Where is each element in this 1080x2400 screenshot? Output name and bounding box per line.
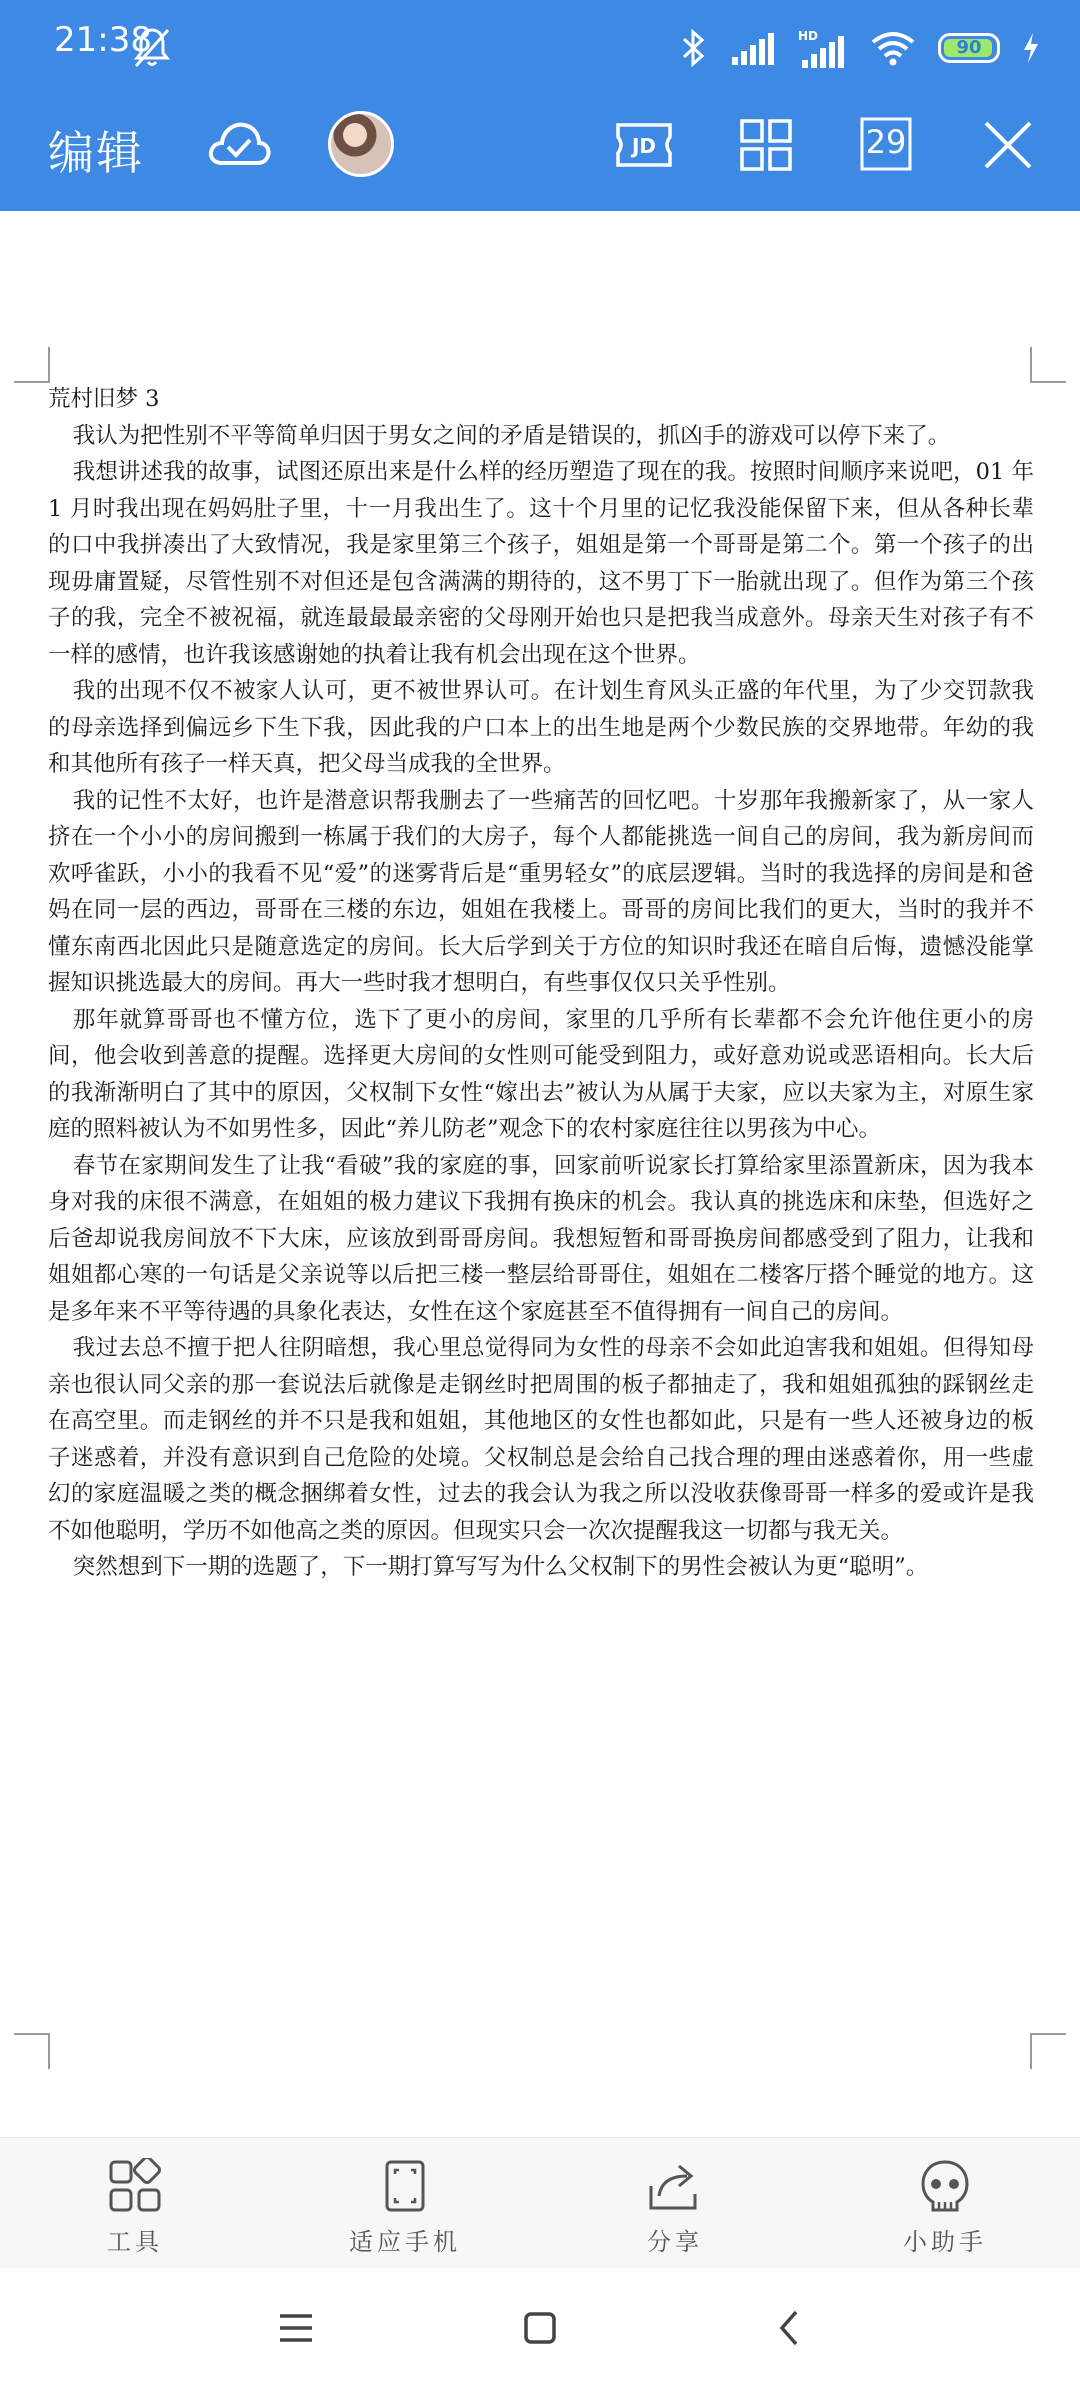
share-icon [647,2158,703,2214]
avatar[interactable] [328,111,394,177]
page-corner-mark [14,347,50,383]
document-paragraph: 我认为把性别不平等简单归因于男女之间的矛盾是错误的，抓凶手的游戏可以停下来了。 [72,422,951,449]
top-toolbar [0,95,1080,211]
document-page[interactable] [0,211,1080,2137]
grid-icon[interactable] [738,117,794,173]
document-body[interactable] [48,381,1034,1586]
page-corner-mark [14,2033,50,2069]
assistant-label: 小助手 [903,2228,987,2256]
battery-level: 90 [956,37,982,58]
home-icon[interactable] [520,2308,560,2348]
bell-off-icon [132,26,172,70]
svg-text:29: 29 [865,123,907,161]
tools-icon [107,2158,163,2214]
status-time: 21:38 [54,20,152,60]
signal-icon [730,31,776,65]
menu-icon[interactable] [276,2308,316,2348]
battery-icon [938,33,1000,63]
page-corner-mark [1030,347,1066,383]
document-paragraph: 那年就算哥哥也不懂方位，选下了更小的房间，家里的几乎所有长辈都不会允许他住更小的房间，他会收到善意的提醒。选择更大房间的女性则可能受到阻力，或好意劝说或恶语相向。长大后的我渐渐明白了其中的原因，父权制下女性“嫁出去”被认为从属于夫家，应以夫家为主，对原生家庭的照料被认为不如男性多，因此“养儿防老”观念下的农村家庭往往以男孩为中心。 [48,1006,1034,1142]
document-paragraph: 突然想到下一期的选题了，下一期打算写写为什么父权制下的男性会被认为更“聪明”。 [72,1554,929,1580]
tools-button[interactable] [0,2138,270,2269]
document-title: 荒村旧梦 3 [48,386,160,412]
status-bar [0,0,1080,95]
share-label: 分享 [647,2228,703,2256]
bottom-toolbar [0,2137,1080,2269]
jd-icon[interactable] [614,119,674,171]
tools-label: 工具 [107,2228,163,2256]
cloud-check-icon[interactable] [206,113,272,173]
svg-text:HD: HD [798,29,819,43]
fit-screen-button[interactable] [270,2138,540,2269]
document-paragraph: 我过去总不擅于把人往阴暗想，我心里总觉得同为女性的母亲不会如此迫害我和姐姐。但得知母亲也很认同父亲的那一套说法后就像是走钢丝时把周围的板子都抽走了，我和姐姐孤独的踩钢丝走在高空里。而走钢丝的并不只是我和姐姐，其他地区的女性也都如此，只是有一些人还被身边的板子迷惑着，并没有意识到自己危险的处境。父权制总是会给自己找合理的理由迷惑着你，用一些虚幻的家庭温暖之类的概念捆绑着女性，过去的我会认为我之所以没收获像哥哥一样多的爱或许是我不如他聪明，学历不如他高之类的原因。但现实只会一次次提醒我这一切都与我无关。 [48,1335,1034,1544]
wifi-icon [870,30,916,66]
charging-icon [1022,32,1040,64]
status-icons [678,24,1040,72]
edit-button[interactable]: 编辑 [48,126,144,180]
share-button[interactable] [540,2138,810,2269]
close-icon[interactable] [982,119,1034,171]
document-paragraph: 我的出现不仅不被家人认可，更不被世界认可。在计划生育风头正盛的年代里，为了少交罚款我的母亲选择到偏远乡下生下我，因此我的户口本上的出生地是两个少数民族的交界地带。年幼的我和其他所有孩子一样天真，把父母当成我的全世界。 [48,678,1034,777]
hd-signal-icon [798,28,848,68]
svg-text:JD: JD [631,134,657,158]
document-paragraph: 春节在家期间发生了让我“看破”我的家庭的事，回家前听说家长打算给家里添置新床，因为我本身对我的床很不满意，在姐姐的极力建议下我拥有换床的机会。我认真的挑选床和床垫，但选好之后爸却说我房间放不下大床，应该放到哥哥房间。我想短暂和哥哥换房间都感受到了阻力，让我和姐姐都心寒的一句话是父亲说等以后把三楼一整层给哥哥住，姐姐在二楼客厅搭个睡觉的地方。这是多年来不平等待遇的具象化表达，女性在这个家庭甚至不值得拥有一间自己的房间。 [48,1152,1034,1325]
assistant-icon [917,2158,973,2214]
assistant-button[interactable] [810,2138,1080,2269]
page-corner-mark [1030,2033,1066,2069]
fit-screen-icon [381,2158,429,2214]
bluetooth-icon [678,28,708,68]
fit-screen-label: 适应手机 [349,2228,461,2256]
back-icon[interactable] [770,2308,810,2348]
document-paragraph: 我的记性不太好，也许是潜意识帮我删去了一些痛苦的回忆吧。十岁那年我搬新家了，从一家人挤在一个小小的房间搬到一栋属于我们的大房子，每个人都能挑选一间自己的房间，我为新房间而欢呼雀跃，小小的我看不见“爱”的迷雾背后是“重男轻女”的底层逻辑。当时的我选择的房间是和爸妈在同一层的西边，哥哥在三楼的东边，姐姐在我楼上。哥哥的房间比我们的更大，当时的我并不懂东南西北因此只是随意选定的房间。长大后学到关于方位的知识时我还在暗自后悔，遗憾没能掌握知识挑选最大的房间。再大一些时我才想明白，有些事仅仅只关乎性别。 [48,787,1034,996]
calendar-icon[interactable] [858,115,914,173]
system-nav-bar [0,2268,1080,2400]
document-paragraph: 我想讲述我的故事，试图还原出来是什么样的经历塑造了现在的我。按照时间顺序来说吧，01 年 1 月时我出现在妈妈肚子里，十一月我出生了。这十个月里的记忆我没能保留下来，但从各种长辈的口中我拼凑出了大致情况，我是家里第三个孩子，姐姐是第一个哥哥是第二个。第一个孩子的出现毋庸置疑，尽管性别不对但还是包含满满的期待的，这不男丁下一胎就出现了。但作为第三个孩子的我，完全不被祝福，就连最最最亲密的父母刚开始也只是把我当成意外。母亲天生对孩子有不一样的感情，也许我该感谢她的执着让我有机会出现在这个世界。 [48,459,1034,668]
